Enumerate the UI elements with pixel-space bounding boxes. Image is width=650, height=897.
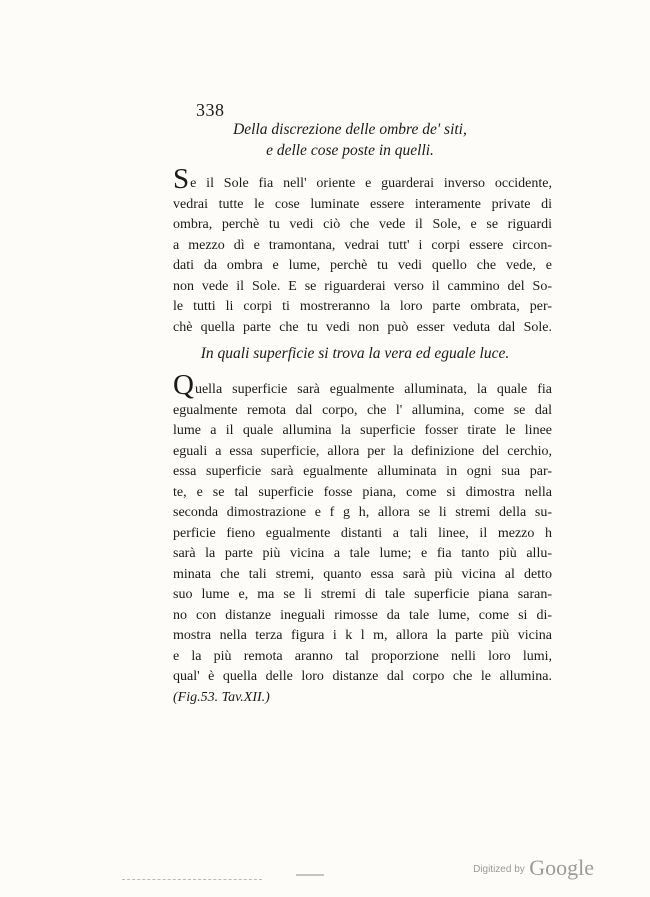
scan-dashes-decoration [122,879,262,881]
digitized-by-google-watermark [473,855,594,881]
paragraph-line: a mezzo dì e tramontana, vedrai tutt' i corpi essere circon- [173,237,552,253]
paragraph-line: te, e se tal superficie fosse piana, come si dimostra nella [173,484,552,500]
paragraph-line: eguali a essa superficie, allora per la definizione del cerchio, [173,443,552,459]
paragraph-line: uella superficie sarà egualmente alluminata, la quale fia [194,382,552,397]
drop-cap: S [173,163,190,195]
paragraph-shadows [173,163,552,338]
section-heading-line: e delle cose poste in quelli. [266,142,434,159]
paragraph-line: vedrai tutte le cose luminate essere interamente private di [173,196,552,212]
paragraph-line: sarà la parte più vicina a tale lume; e fia tanto più allu- [173,546,552,561]
google-logo: Google [529,855,594,880]
figure-reference: (Fig.53. Tav.XII.) [173,689,270,705]
paragraph-line: mostra nella terza figura i k l m, allora la parte più vicina [173,628,552,643]
paragraph-light [173,369,552,708]
paragraph-line: e il Sole fia nell' oriente e guarderai inverso occidente, [190,176,552,191]
paragraph-line: qual' è quella delle loro distanze dal corpo che le allumina. [173,669,552,684]
scan-mark-decoration [296,874,324,876]
paragraph-line: le tutti li corpi ti mostreranno la loro parte ombrata, per- [173,299,552,314]
paragraph-line: dati da ombra e lume, perchè tu vedi quello che vede, e [173,258,552,273]
paragraph-line: egualmente remota dal corpo, che l' allumina, come se dal [173,402,552,418]
paragraph-line: chè quella parte che tu vedi non può esser veduta dal Sole. [173,319,552,335]
paragraph-line: minata che tali stremi, quanto essa sarà più vicina al detto [173,566,552,582]
paragraph-line: e la più remota aranno tal proporzione nelli loro lumi, [173,648,552,664]
paragraph-line: seconda dimostrazione e f g h, allora se li stremi della su- [173,505,552,520]
paragraph-line: perficie fieno egualmente distanti a tali linee, il mezzo h [173,525,552,541]
page-number: 338 [196,100,225,120]
paragraph-line: no con distanze ineguali rimosse da tale lume, come si di- [173,607,552,623]
digitized-by-label: Digitized by [473,864,525,875]
paragraph-line: non vede il Sole. E se riguarderai verso il cammino del So- [173,278,552,294]
paragraph-line: suo lume e, ma se li stremi di tale superficie piana saran- [173,587,552,602]
drop-cap: Q [173,369,194,401]
paragraph-line: lume a il quale allumina la superficie fosser tirate le linee [173,423,552,438]
section-heading-light: In quali superficie si trova la vera ed eguale luce. [200,345,510,362]
paragraph-line: essa superficie sarà egualmente alluminata in ogni sua par- [173,464,552,479]
paragraph-line: ombra, perchè tu vedi ciò che vede il Sole, e se riguardi [173,217,552,232]
section-heading-shadows [170,119,530,161]
section-heading-line: Della discrezione delle ombre de' siti, [233,121,467,138]
